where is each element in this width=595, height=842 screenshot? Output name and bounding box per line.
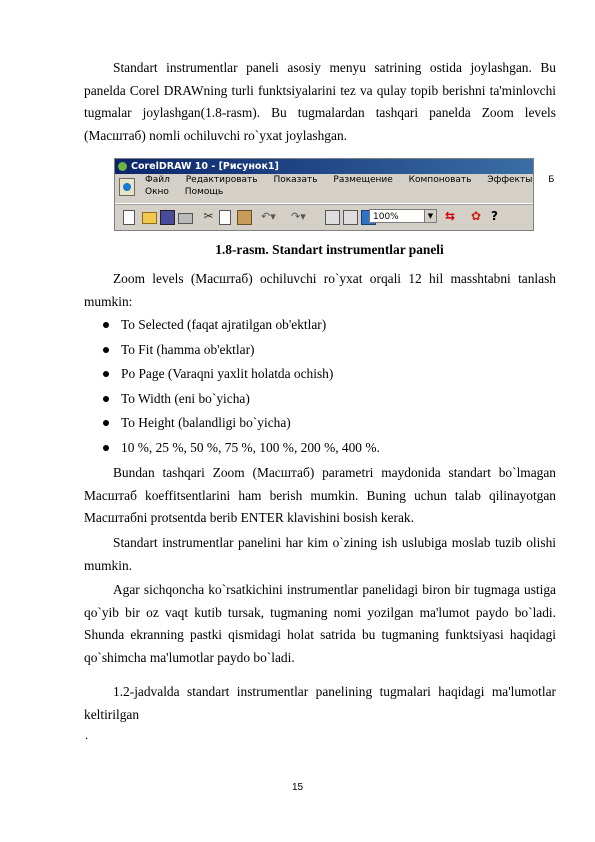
list-item: To Fit (hamma ob'ektlar) xyxy=(84,339,556,364)
customize-paragraph: Standart instrumentlar panelini har kim o`zining ish uslubiga moslab tuzib olishi mumkin. xyxy=(84,535,556,573)
redo-icon[interactable]: ↷▾ xyxy=(291,210,306,223)
figure-caption xyxy=(0,241,595,259)
open-folder-icon[interactable] xyxy=(142,212,157,224)
menu-effects[interactable]: Эффекты xyxy=(487,175,533,185)
zoom-levels-paragraph: Zoom levels (Масштаб) ochiluvchi ro`yxat orqali 12 hil masshtabni tanlash mumkin: xyxy=(84,271,556,309)
copy-icon[interactable] xyxy=(219,210,231,225)
menu-bar xyxy=(115,174,555,200)
tooltip-paragraph: Agar sichqoncha ko`rsatkichini instrumentlar panelidagi biron bir tugmaga ustiga qo`yib bir oz vaqt kutib tursak, tugmaning nomi yozilgan ma'lumot paydo bo`ladi. Shunda ekranning pastki qismidagi holat satrida bu tugmaning funktsiyasi haqidagi qo`shimcha ma'lumotlar paydo bo`ladi. xyxy=(84,582,556,665)
menu-row-2 xyxy=(145,187,236,197)
page-number: 15 xyxy=(291,782,304,793)
corel-online-icon[interactable]: ✿ xyxy=(471,209,482,223)
custom-zoom-paragraph: Bundan tashqari Zoom (Масштаб) parametri maydonida standart bo`lmagan Масштаб koeffitsentlarini ham berish mumkin. Buning uchun talab qilinayotgan Масштабni protsentda berib ENTER klavishini bosish kerak. xyxy=(84,465,556,525)
cut-icon[interactable]: ✂ xyxy=(203,209,214,223)
zoom-options-list xyxy=(84,314,556,461)
trailing-mark: . xyxy=(85,727,89,742)
menu-view[interactable]: Показать xyxy=(273,175,318,185)
menu-bitmaps[interactable]: Б xyxy=(548,175,555,185)
list-item: To Selected (faqat ajratilgan ob'ektlar) xyxy=(84,314,556,339)
list-item: Po Page (Varaqni yaxlit holatda ochish) xyxy=(84,363,556,388)
save-icon[interactable] xyxy=(160,210,175,225)
standard-toolbar xyxy=(115,203,533,230)
zoom-value: 100% xyxy=(373,212,399,222)
whats-this-help-icon[interactable]: ? xyxy=(491,209,498,223)
menu-help[interactable]: Помощь xyxy=(184,187,224,197)
menu-layout[interactable]: Размещение xyxy=(333,175,393,185)
list-item: To Height (balandligi bo`yicha) xyxy=(84,412,556,437)
zoom-levels-select[interactable] xyxy=(369,209,437,223)
menu-edit[interactable]: Редактировать xyxy=(185,175,258,185)
transform-icon[interactable]: ⇆ xyxy=(445,209,456,223)
document-icon xyxy=(119,178,135,196)
figure-caption-text: 1.8-rasm. Standart instrumentlar paneli xyxy=(215,242,444,257)
export-icon[interactable] xyxy=(343,210,358,225)
print-icon[interactable] xyxy=(178,213,193,224)
menu-file[interactable]: Файл xyxy=(145,175,170,185)
coreldraw-toolbar-screenshot xyxy=(114,158,555,231)
chevron-down-icon[interactable]: ▼ xyxy=(424,210,436,222)
coreldraw-app-icon xyxy=(118,162,127,171)
menu-window[interactable]: Окно xyxy=(145,187,169,197)
menu-arrange[interactable]: Компоновать xyxy=(408,175,472,185)
menu-row-1 xyxy=(145,175,567,185)
paste-icon[interactable] xyxy=(237,210,252,225)
window-title: CorelDRAW 10 - [Рисунок1] xyxy=(131,161,279,172)
new-document-icon[interactable] xyxy=(123,210,135,225)
undo-icon[interactable]: ↶▾ xyxy=(261,210,276,223)
list-item: 10 %, 25 %, 50 %, 75 %, 100 %, 200 %, 400 %. xyxy=(84,437,556,462)
import-icon[interactable] xyxy=(325,210,340,225)
table-reference-paragraph: 1.2-jadvalda standart instrumentlar panelining tugmalari haqidagi ma'lumotlar keltirilgan xyxy=(84,684,556,722)
window-titlebar xyxy=(115,159,533,174)
intro-paragraph: Standart instrumentlar paneli asosiy menyu satrining ostida joylashgan. Bu panelda Corel DRAWning turli funktsiyalarini tez va qulay topib berishni ta'minlovchi tugmalar joylashgan(1.8-rasm). Bu tugmalardan tashqari panelda Zoom levels (Масштаб) nomli ochiluvchi ro`yxat joylashgan. xyxy=(84,60,556,143)
list-item: To Width (eni bo`yicha) xyxy=(84,388,556,413)
